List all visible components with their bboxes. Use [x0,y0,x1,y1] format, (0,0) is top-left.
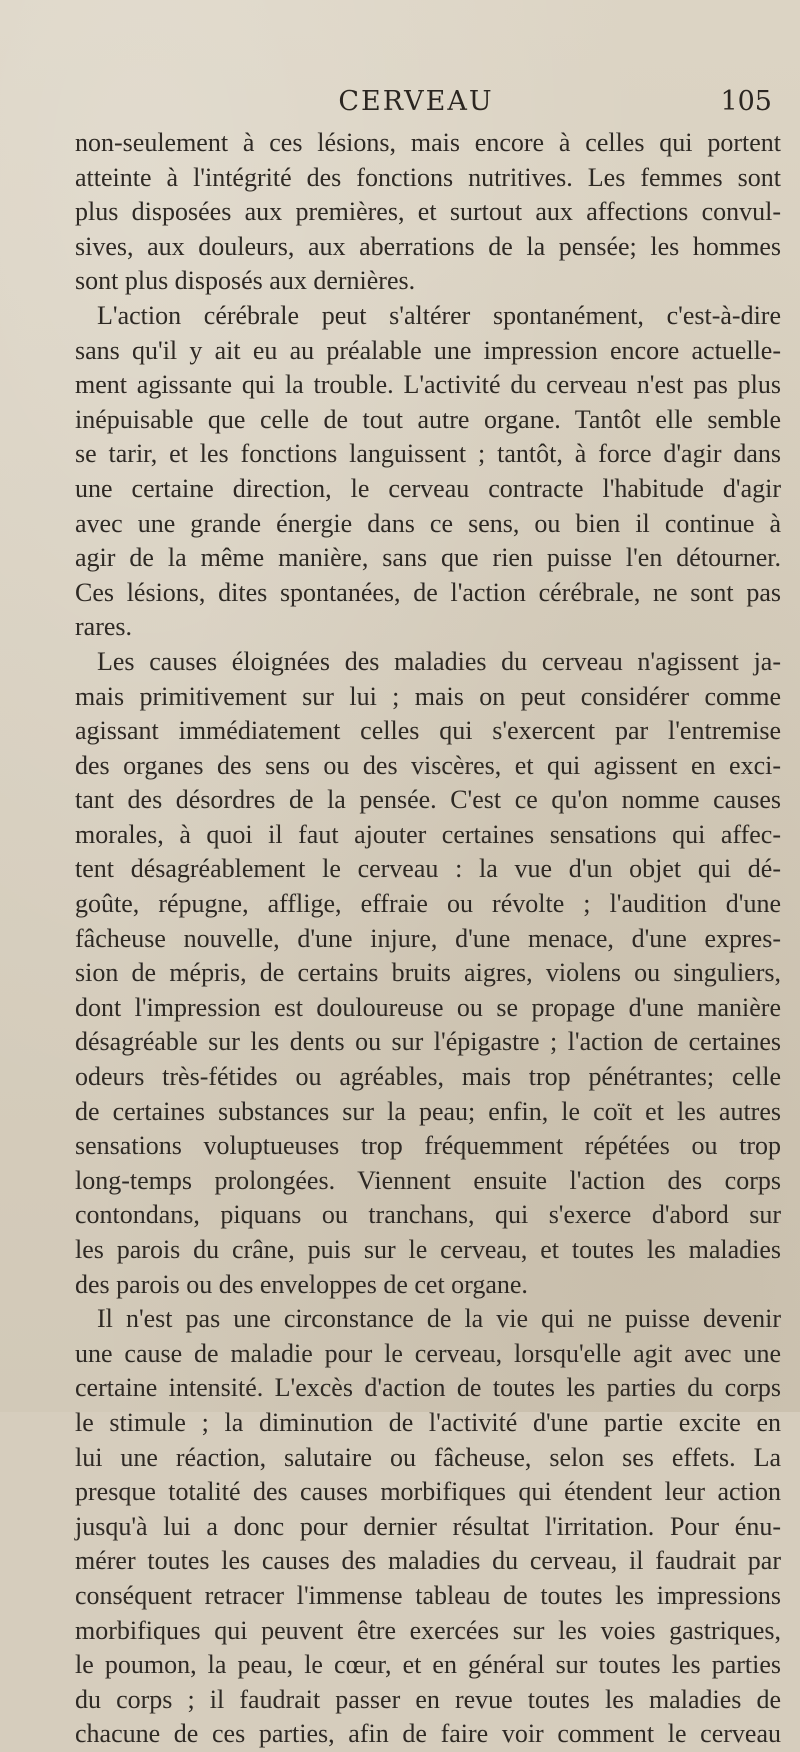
text-line: sion de mépris, de certains bruits aigres, violens ou singuliers, [75,958,781,988]
text-line: mérer toutes les causes des maladies du cerveau, il faudrait par [75,1546,781,1576]
text-line: de certaines substances sur la peau; enfin, le coït et les autres [75,1096,781,1126]
text-line: sensations voluptueuses trop fréquemment répétées ou trop [75,1131,781,1161]
text-line: odeurs très-fétides ou agréables, mais trop pénétrantes; celle [75,1062,781,1092]
page-header [60,86,772,126]
text-line: contondans, piquans ou tranchans, qui s'exerce d'abord sur [75,1200,781,1230]
text-line: jusqu'à lui a donc pour dernier résultat l'irritation. Pour énu- [75,1511,781,1541]
text-line: se tarir, et les fonctions languissent ; tantôt, à force d'agir dans [75,439,781,469]
text-line: goûte, répugne, afflige, effraie ou révolte ; l'audition d'une [75,889,781,919]
text-line: sans qu'il y ait eu au préalable une impression encore actuelle- [75,335,781,365]
text-line: les parois du crâne, puis sur le cerveau, et toutes les maladies [75,1235,781,1264]
text-line: morbifiques qui peuvent être exercées sur les voies gastriques, [75,1615,781,1645]
page-number: 105 [720,86,772,117]
text-line: le stimule ; la diminution de l'activité d'une partie excite en [75,1407,781,1437]
text-line: tent désagréablement le cerveau : la vue d'un objet qui dé- [75,854,781,884]
text-line: dont l'impression est douloureuse ou se propage d'une manière [75,992,781,1022]
text-line: agissant immédiatement celles qui s'exercent par l'entremise [75,716,781,746]
text-line: certaine intensité. L'excès d'action de toutes les parties du corps [75,1373,781,1403]
text-line: fâcheuse nouvelle, d'une injure, d'une menace, d'une expres- [75,923,781,953]
text-line: sives, aux douleurs, aux aberrations de la pensée; les hommes [75,231,781,261]
text-line: rares. [75,612,133,642]
text-line: lui une réaction, salutaire ou fâcheuse, selon ses effets. La [75,1442,781,1472]
text-line: une cause de maladie pour le cerveau, lorsqu'elle agit avec une [75,1338,781,1368]
text-line: chacune de ces parties, afin de faire voir comment le cerveau [75,1719,781,1749]
text-line: désagréable sur les dents ou sur l'épigastre ; l'action de certaines [75,1027,781,1057]
paragraph-start-line: Il n'est pas une circonstance de la vie qui ne puisse devenir [97,1304,781,1334]
text-line: avec une grande énergie dans ce sens, ou bien il continue à [75,508,781,538]
text-line: presque totalité des causes morbifiques qui étendent leur action [75,1477,781,1507]
text-line: conséquent retracer l'immense tableau de toutes les impressions [75,1580,781,1610]
text-line: du corps ; il faudrait passer en revue toutes les maladies de [75,1684,781,1714]
text-line: Ces lésions, dites spontanées, de l'action cérébrale, ne sont pas [75,577,781,607]
running-title: CERVEAU [338,86,494,117]
text-line: plus disposées aux premières, et surtout aux affections convul- [75,197,781,227]
text-line: long-temps prolongées. Viennent ensuite l'action des corps [75,1165,781,1195]
text-line: morales, à quoi il faut ajouter certaines sensations qui affec- [75,819,781,849]
text-line: mais primitivement sur lui ; mais on peut considérer comme [75,681,781,711]
text-line: tant des désordres de la pensée. C'est ce qu'on nomme causes [75,785,781,815]
paragraph-start-line: L'action cérébrale peut s'altérer spontanément, c'est-à-dire [97,300,781,330]
text-body [75,126,781,1752]
text-line: atteinte à l'intégrité des fonctions nutritives. Les femmes sont [75,162,781,192]
text-line: le poumon, la peau, le cœur, et en général sur toutes les parties [75,1650,781,1680]
text-line: non-seulement à ces lésions, mais encore à celles qui portent [75,128,781,157]
text-line: sont plus disposés aux dernières. [75,266,416,296]
text-line: agir de la même manière, sans que rien puisse l'en détourner. [75,543,781,573]
text-line: une certaine direction, le cerveau contracte l'habitude d'agir [75,473,781,503]
text-line: des parois ou des enveloppes de cet organe. [75,1269,528,1299]
text-line: des organes des sens ou des viscères, et qui agissent en exci- [75,750,781,780]
text-line: inépuisable que celle de tout autre organe. Tantôt elle semble [75,404,781,434]
paragraph-start-line: Les causes éloignées des maladies du cerveau n'agissent ja- [97,646,781,676]
text-line: ment agissante qui la trouble. L'activité du cerveau n'est pas plus [75,370,781,400]
